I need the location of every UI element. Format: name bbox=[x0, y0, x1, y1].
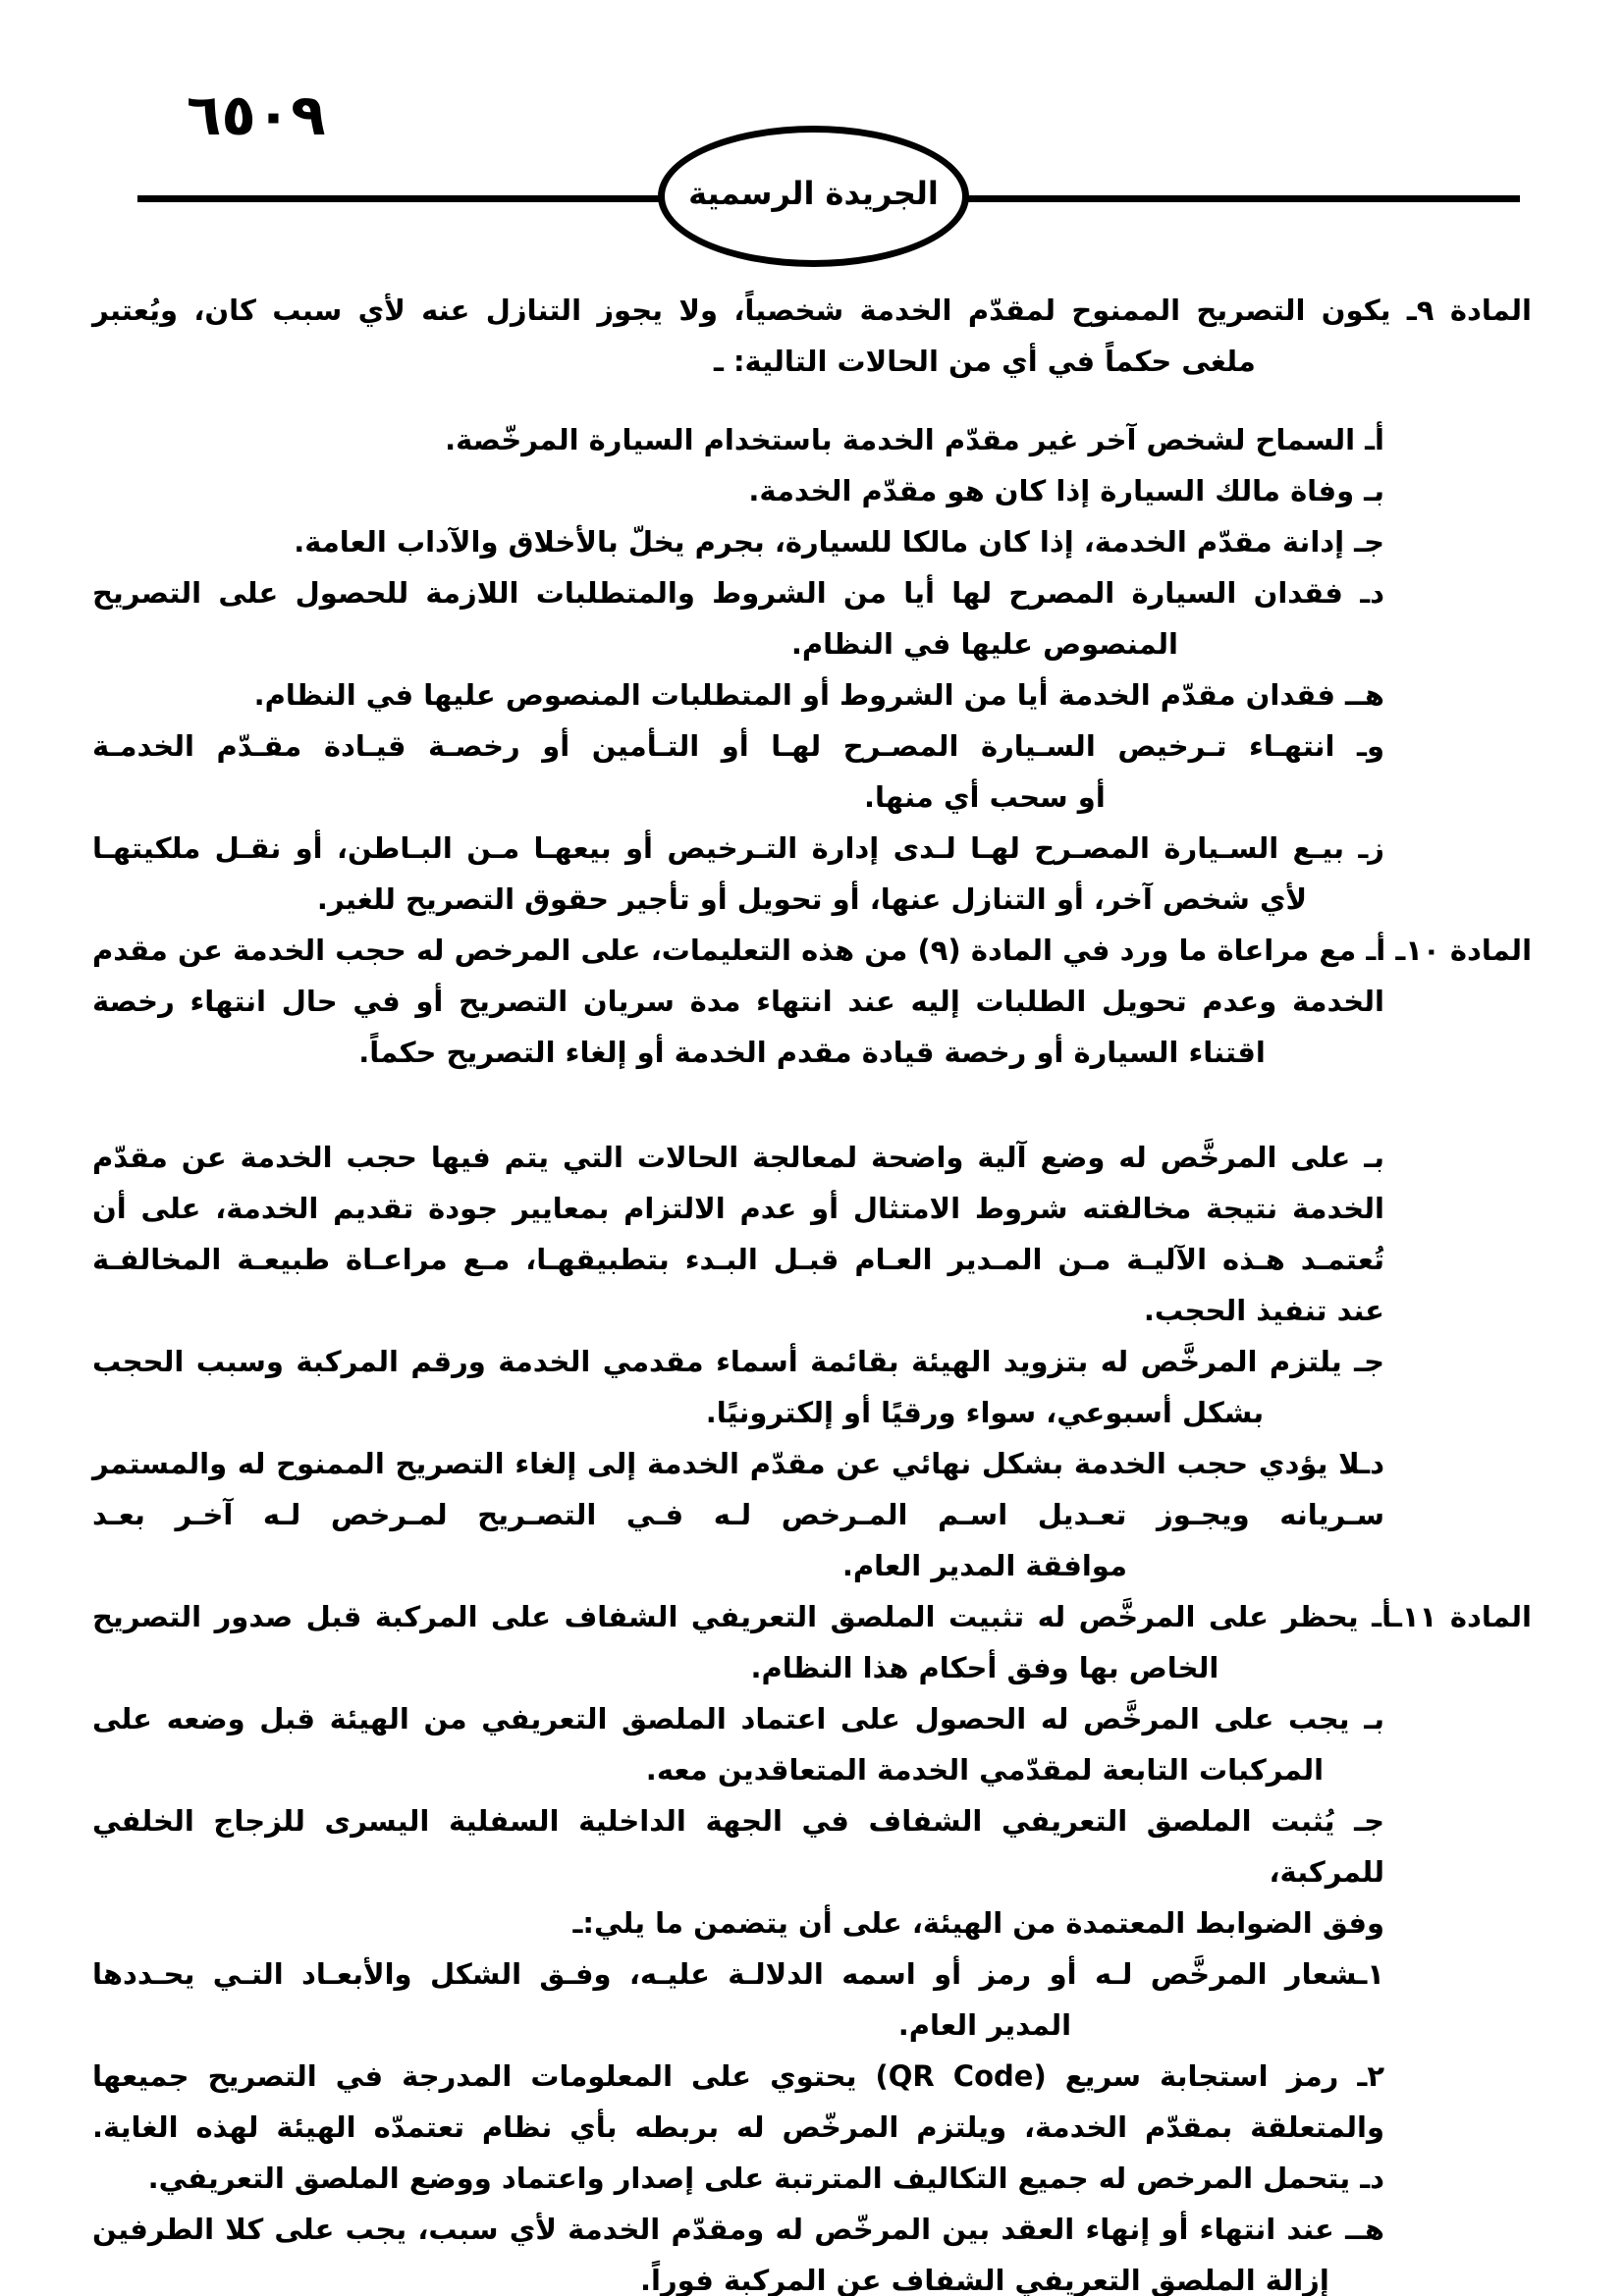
body-line-item-j: جـ يُثبت الملصق التعريفي الشفاف في الجهة الداخلية السفلية اليسرى للزجاج الخلفي للمركبة، bbox=[92, 1804, 1384, 1889]
body-line: المدير العام. bbox=[897, 2008, 1072, 2042]
body-line: بشكل أسبوعي، سواء ورقيًا أو إلكترونيًا. bbox=[705, 1396, 1265, 1429]
body-line: لأي شخص آخر، أو التنازل عنها، أو تحويل أو تأجير حقوق التصريح للغير. bbox=[316, 882, 1308, 916]
document-body bbox=[92, 285, 1532, 2296]
body-line: أو سحب أي منها. bbox=[864, 780, 1106, 814]
body-line-item-b: بـ وفاة مالك السيارة إذا كان هو مقدّم الخدمة. bbox=[748, 474, 1384, 507]
body-line-item-j: جـ إدانة مقدّم الخدمة، إذا كان مالكا للسيارة، بجرم يخلّ بالأخلاق والآداب العامة. bbox=[294, 525, 1384, 559]
body-line-item-1: ١ـشعار المرخَّص لـه أو رمز أو اسمه الدلالـة عليـه، وفـق الشكل والأبعـاد التـي يحـددها bbox=[92, 1957, 1384, 1991]
body-line-item-h: هــ فقدان مقدّم الخدمة أيا من الشروط أو المتطلبات المنصوص عليها في النظام. bbox=[253, 678, 1384, 712]
body-line-item-d: دـ فقدان السيارة المصرح لها أيا من الشروط والمتطلبات اللازمة للحصول على التصريح bbox=[92, 576, 1384, 610]
body-line: موافقة المدير العام. bbox=[841, 1549, 1127, 1582]
body-line: اقتناء السيارة أو رخصة قيادة مقدم الخدمة أو إلغاء التصريح حكماً. bbox=[358, 1036, 1266, 1069]
body-line: والمتعلقة بمقدّم الخدمة، ويلتزم المرخّص له بربطه بأي نظام تعتمدّه الهيئة لهذه الغاية. bbox=[92, 2110, 1384, 2144]
body-line-item-h: هــ عند انتهاء أو إنهاء العقد بين المرخّص له ومقدّم الخدمة لأي سبب، يجب على كلا الطرفين bbox=[92, 2213, 1384, 2246]
body-line: المركبات التابعة لمقدّمي الخدمة المتعاقدين معه. bbox=[645, 1753, 1325, 1787]
body-line-item-2: ٢ـ رمز استجابة سريع (QR Code) يحتوي على المعلومات المدرجة في التصريح جميعها bbox=[92, 2059, 1385, 2093]
spacer bbox=[92, 1078, 1532, 1132]
body-line: الخدمة وعدم تحويل الطلبات إليه عند انتهاء مدة سريان التصريح أو في حال انتهاء رخصة bbox=[92, 985, 1384, 1018]
page-number: ٦٥٠٩ bbox=[187, 81, 326, 148]
body-line: المنصوص عليها في النظام. bbox=[790, 627, 1178, 661]
body-line: إزالة الملصق التعريفي الشفاف عن المركبة فوراً. bbox=[640, 2264, 1329, 2296]
body-line-item-w: وـ انتهـاء تـرخيص السـيارة المصـرح لهـا أو التـأمين أو رخصـة قيـادة مقـدّم الخدمـة bbox=[92, 729, 1384, 763]
body-line-item-j: جـ يلتزم المرخَّص له بتزويد الهيئة بقائمة أسماء مقدمي الخدمة ورقم المركبة وسبب الحجب bbox=[92, 1345, 1384, 1378]
body-line-item-a: أـ السماح لشخص آخر غير مقدّم الخدمة باستخدام السيارة المرخّصة. bbox=[445, 423, 1384, 456]
body-line: تُعتمـد هـذه الآليـة مـن المـدير العـام قبـل البـدء بتطبيقهـا، مـع مراعـاة طبيعـة المخالفـة bbox=[92, 1243, 1384, 1276]
body-line: ملغى حكماً في أي من الحالات التالية: ـ bbox=[713, 345, 1256, 378]
spacer bbox=[92, 387, 1532, 414]
body-line-item-b: بـ على المرخَّص له وضع آلية واضحة لمعالجة الحالات التي يتم فيها حجب الخدمة عن مقدّم bbox=[92, 1141, 1384, 1174]
body-line-article10-opening: المادة ١٠ـ أـ مع مراعاة ما ورد في المادة (٩) من هذه التعليمات، على المرخص له حجب الخدمة عن مقدم bbox=[92, 934, 1533, 967]
body-line: سـريانه ويجـوز تعـديل اسـم المـرخص لـه فـي التصـريح لمـرخص لـه آخـر بعـد bbox=[92, 1498, 1384, 1531]
gazette-badge bbox=[658, 126, 969, 267]
body-line: وفق الضوابط المعتمدة من الهيئة، على أن يتضمن ما يلي:ـ bbox=[572, 1906, 1384, 1940]
body-line: الخدمة نتيجة مخالفته شروط الامتثال أو عدم الالتزام بمعايير جودة تقديم الخدمة، على أن bbox=[92, 1192, 1384, 1225]
gazette-badge-label: الجريدة الرسمية bbox=[688, 175, 939, 212]
body-line: عند تنفيذ الحجب. bbox=[1143, 1294, 1384, 1327]
body-line-item-z: زـ بيـع السـيارة المصـرح لهـا لـدى إدارة التـرخيص أو بيعهـا مـن البـاطن، أو نقـل ملكيتهـا bbox=[92, 831, 1384, 865]
body-line-item-d: دـلا يؤدي حجب الخدمة بشكل نهائي عن مقدّم الخدمة إلى إلغاء التصريح الممنوح له والمستمر bbox=[92, 1447, 1384, 1480]
body-line-article9-opening: المادة ٩ـ يكون التصريح الممنوح لمقدّم الخدمة شخصياً، ولا يجوز التنازل عنه لأي سبب كان، ويُعتبر bbox=[92, 294, 1532, 327]
body-line-item-d: دـ يتحمل المرخص له جميع التكاليف المترتبة على إصدار واعتماد ووضع الملصق التعريفي. bbox=[147, 2162, 1384, 2195]
body-line: الخاص بها وفق أحكام هذا النظام. bbox=[750, 1651, 1219, 1684]
body-line-article11-opening: المادة ١١ـأـ يحظر على المرخَّص له تثبيت الملصق التعريفي الشفاف على المركبة قبل صدور التصريح bbox=[92, 1600, 1532, 1633]
body-line-item-b: بـ يجب على المرخَّص له الحصول على اعتماد الملصق التعريفي من الهيئة قبل وضعه على bbox=[92, 1702, 1384, 1735]
